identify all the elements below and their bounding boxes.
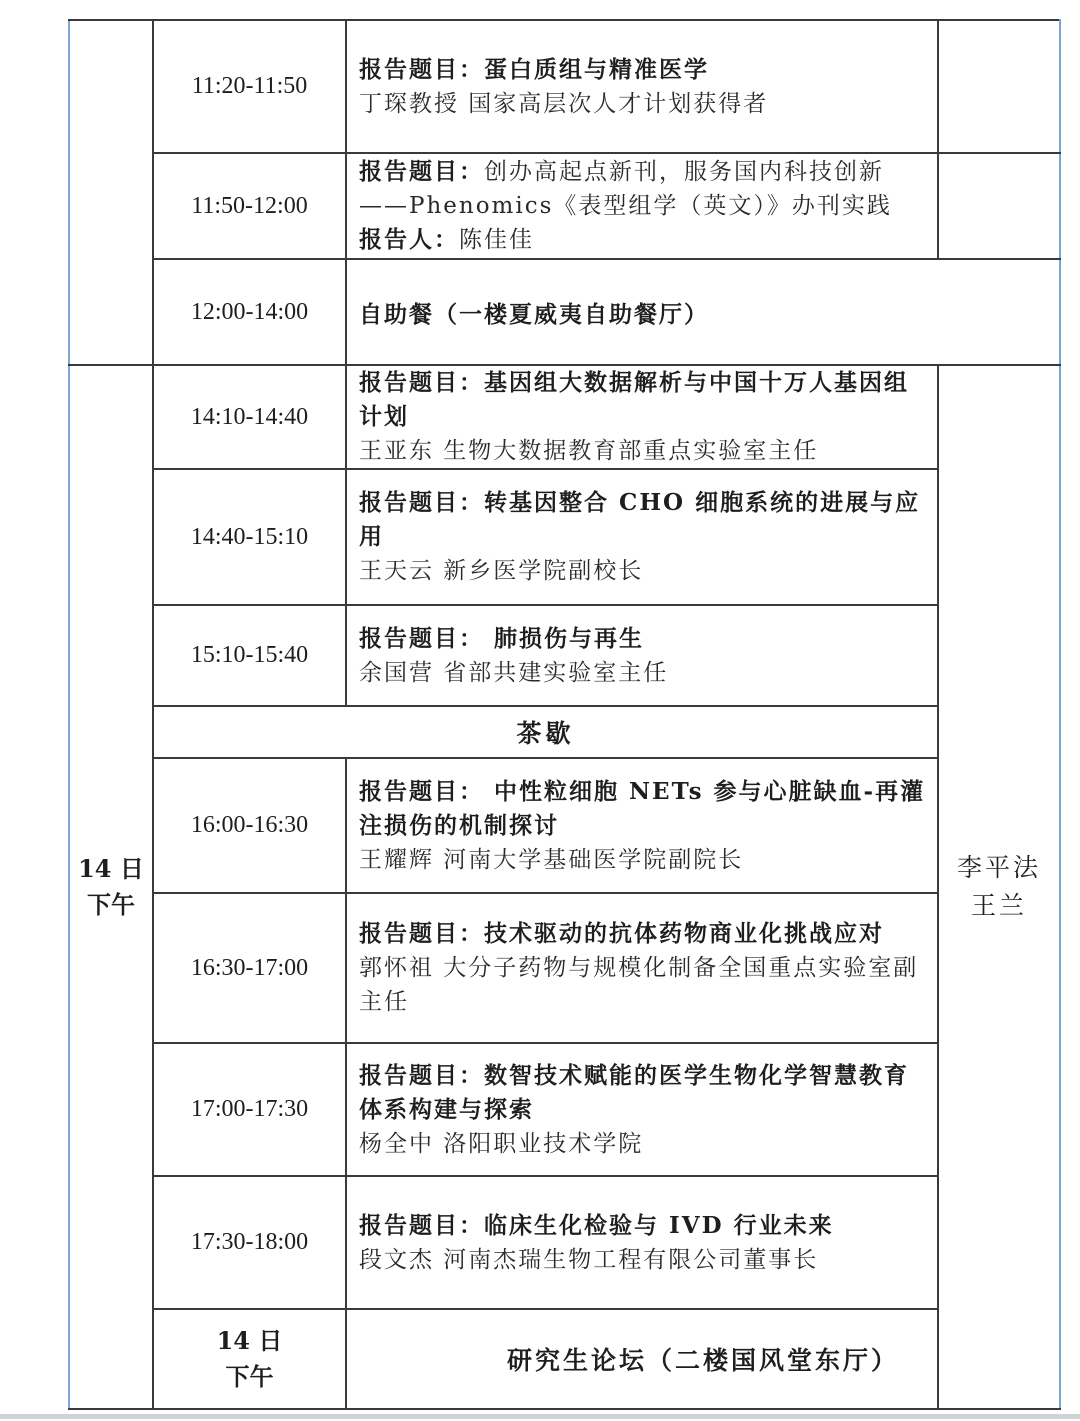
- talk-title: 报告题目：转基因整合 CHO 细胞系统的进展与应用: [359, 489, 921, 550]
- moderator-cell: [938, 365, 1060, 1409]
- time-cell: 17:30-18:00: [153, 1176, 346, 1309]
- lunch-cell: 自助餐（一楼夏威夷自助餐厅）: [346, 259, 1060, 365]
- talk-speaker: 段文杰 河南杰瑞生物工程有限公司董事长: [359, 1246, 819, 1273]
- talk-speaker: 王耀辉 河南大学基础医学院副院长: [359, 846, 744, 873]
- talk-title: 报告题目：蛋白质组与精准医学: [359, 55, 709, 83]
- talk-speaker: 王亚东 生物大数据教育部重点实验室主任: [359, 438, 819, 464]
- talk-title: 报告题目：技术驱动的抗体药物商业化挑战应对: [359, 920, 884, 947]
- talk-speaker: 杨全中 洛阳职业技术学院: [359, 1130, 644, 1157]
- table-row: [69, 153, 1060, 259]
- talk-title: 报告题目：基因组大数据解析与中国十万人基因组计划: [359, 369, 909, 430]
- talk-cell: [346, 469, 938, 605]
- talk-title: 报告题目：临床生化检验与 IVD 行业未来: [359, 1211, 834, 1239]
- talk-cell: [346, 758, 938, 893]
- table-row: [69, 1309, 1060, 1409]
- table-row: [69, 893, 1060, 1043]
- forum-day-cell: [153, 1309, 346, 1409]
- talk-speaker: 郭怀祖 大分子药物与规模化制备全国重点实验室副主任: [359, 955, 919, 1015]
- time-cell: 17:00-17:30: [153, 1043, 346, 1176]
- talk-cell: [346, 365, 938, 469]
- day-label: 14 日: [216, 1326, 283, 1355]
- table-row: [69, 758, 1060, 893]
- time-cell: 11:50-12:00: [153, 153, 346, 259]
- moderator-cell-empty: [938, 153, 1060, 259]
- talk-title: [359, 155, 927, 223]
- day-label: 14 日: [78, 854, 144, 883]
- bottom-divider: [0, 1414, 1080, 1419]
- talk-title: 报告题目： 中性粒细胞 NETs 参与心脏缺血-再灌注损伤的机制探讨: [359, 777, 926, 839]
- day-cell: [69, 365, 153, 1409]
- talk-speaker: 丁琛教授 国家高层次人才计划获得者: [359, 90, 769, 117]
- table-row: [69, 706, 1060, 758]
- schedule-table: [68, 19, 1061, 1410]
- forum-cell: 研究生论坛（二楼国风堂东厅）: [346, 1309, 1060, 1409]
- tea-break-cell: 茶歇: [153, 706, 938, 758]
- table-row: [69, 259, 1060, 365]
- talk-cell: [346, 1043, 938, 1176]
- moderator-name: 李平法: [956, 853, 1041, 882]
- time-cell: 16:00-16:30: [153, 758, 346, 893]
- talk-title-text: 创办高起点新刊，服务国内科技创新——Phenomics《表型组学（英文）》办刊实践: [359, 159, 892, 219]
- talk-title: 报告题目： 肺损伤与再生: [359, 624, 645, 652]
- table-row: [69, 1043, 1060, 1176]
- time-cell: 14:10-14:40: [153, 365, 346, 469]
- time-cell: 14:40-15:10: [153, 469, 346, 605]
- speaker-name: 陈佳佳: [459, 227, 534, 253]
- talk-cell: [346, 1176, 938, 1309]
- talk-title-label: 报告题目：: [359, 158, 484, 185]
- time-cell: 11:20-11:50: [153, 20, 346, 153]
- talk-cell: [346, 893, 938, 1043]
- speaker-label: 报告人：: [359, 226, 459, 253]
- day-cell-empty: [69, 20, 153, 365]
- talk-cell: [346, 605, 938, 706]
- table-row: [69, 1176, 1060, 1309]
- table-row: [69, 469, 1060, 605]
- period-label: 下午: [225, 1362, 274, 1391]
- time-cell: 16:30-17:00: [153, 893, 346, 1043]
- time-cell: 12:00-14:00: [153, 259, 346, 365]
- talk-speaker: 王天云 新乡医学院副校长: [359, 558, 644, 584]
- talk-cell: [346, 153, 938, 259]
- talk-cell: [346, 20, 938, 153]
- table-row: [69, 20, 1060, 153]
- period-label: 下午: [87, 890, 135, 919]
- table-row: [69, 365, 1060, 469]
- talk-title: 报告题目：数智技术赋能的医学生物化学智慧教育体系构建与探索: [359, 1061, 909, 1123]
- table-row: [69, 605, 1060, 706]
- moderator-name: 王兰: [970, 891, 1027, 920]
- talk-speaker: 余国营 省部共建实验室主任: [359, 659, 669, 686]
- time-cell: 15:10-15:40: [153, 605, 346, 706]
- moderator-cell-empty: [938, 20, 1060, 153]
- talk-speaker: [359, 223, 927, 257]
